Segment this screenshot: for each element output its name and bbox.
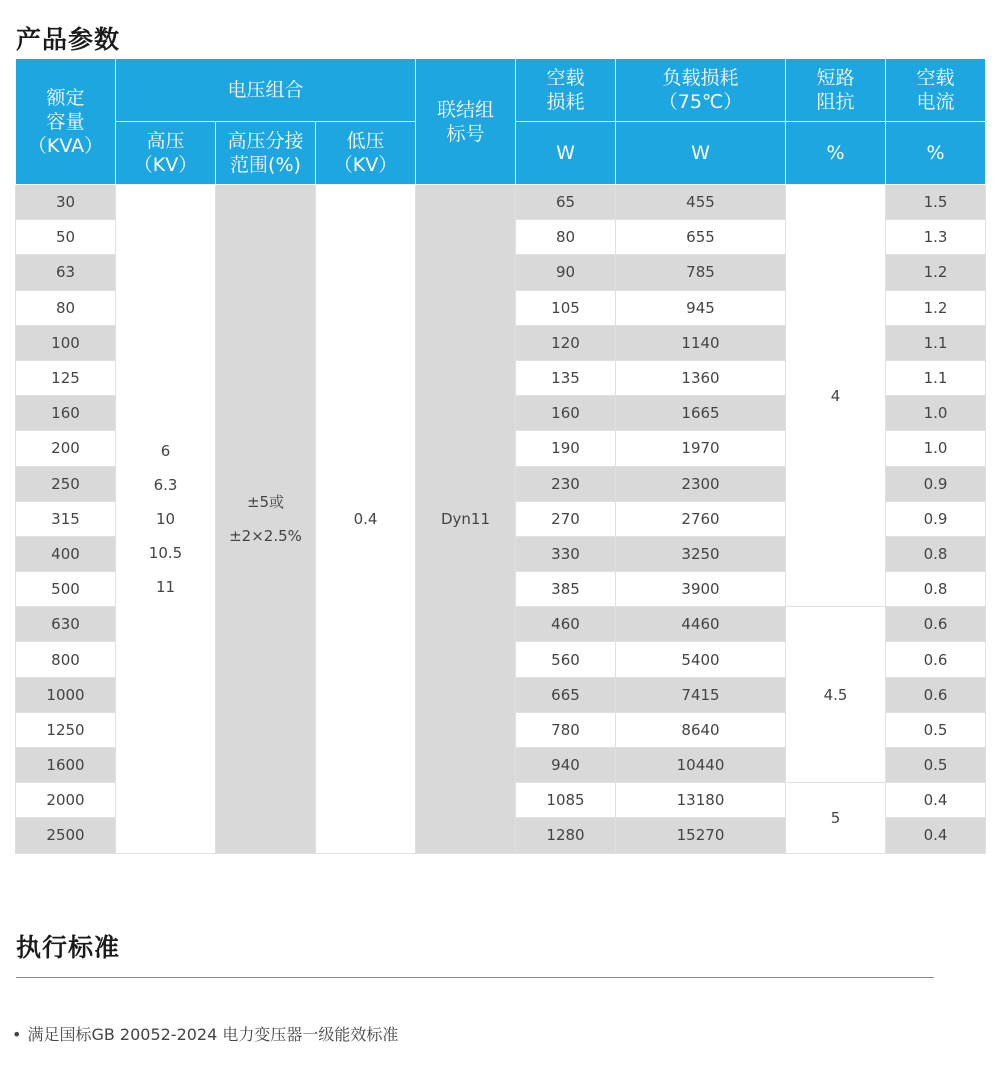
cell-noload-current: 1.5 bbox=[886, 185, 986, 220]
header-noload-loss-l1: 空载 bbox=[546, 67, 585, 89]
cell-load-loss: 15270 bbox=[616, 818, 786, 853]
cell-noload-loss: 1280 bbox=[516, 818, 616, 853]
cell-load-loss: 1360 bbox=[616, 360, 786, 395]
cell-noload-current: 0.4 bbox=[886, 783, 986, 818]
cell-noload-loss: 90 bbox=[516, 255, 616, 290]
header-noload-current bbox=[886, 59, 986, 122]
hv-value: 10 bbox=[155, 509, 176, 528]
header-hv-l2: （KV） bbox=[133, 154, 198, 176]
header-capacity-l2: 容量 bbox=[46, 110, 85, 133]
cell-noload-current: 1.0 bbox=[886, 396, 986, 431]
unit-noload-current: % bbox=[886, 122, 986, 185]
header-voltage-group: 电压组合 bbox=[116, 59, 416, 122]
cell-capacity: 1600 bbox=[16, 748, 116, 783]
header-lv bbox=[316, 122, 416, 185]
cell-noload-current: 0.8 bbox=[886, 536, 986, 571]
cell-capacity: 2000 bbox=[16, 783, 116, 818]
cell-load-loss: 5400 bbox=[616, 642, 786, 677]
cell-capacity: 1000 bbox=[16, 677, 116, 712]
cell-impedance: 4.5 bbox=[786, 607, 886, 783]
cell-noload-current: 0.8 bbox=[886, 572, 986, 607]
header-hv bbox=[116, 122, 216, 185]
cell-noload-loss: 230 bbox=[516, 466, 616, 501]
header-noload-loss-l2: 损耗 bbox=[546, 91, 585, 113]
unit-load-loss: W bbox=[616, 122, 786, 185]
cell-noload-loss: 665 bbox=[516, 677, 616, 712]
hv-value: 6.3 bbox=[153, 475, 178, 494]
hv-value: 11 bbox=[155, 577, 176, 596]
cell-noload-loss: 80 bbox=[516, 220, 616, 255]
cell-capacity: 315 bbox=[16, 501, 116, 536]
cell-load-loss: 13180 bbox=[616, 783, 786, 818]
header-capacity-l1: 额定 bbox=[46, 86, 85, 109]
cell-load-loss: 2760 bbox=[616, 501, 786, 536]
cell-noload-current: 0.6 bbox=[886, 607, 986, 642]
divider-line bbox=[16, 977, 934, 978]
cell-capacity: 500 bbox=[16, 572, 116, 607]
unit-noload-loss: W bbox=[516, 122, 616, 185]
spec-table bbox=[15, 58, 986, 854]
cell-capacity: 100 bbox=[16, 325, 116, 360]
cell-capacity: 200 bbox=[16, 431, 116, 466]
cell-load-loss: 4460 bbox=[616, 607, 786, 642]
cell-capacity: 1250 bbox=[16, 712, 116, 747]
standard-item bbox=[12, 1022, 398, 1045]
header-tap-l2: 范围(%) bbox=[230, 154, 301, 176]
standard-text: 满足国标GB 20052-2024 电力变压器一级能效标准 bbox=[27, 1025, 399, 1044]
cell-load-loss: 1665 bbox=[616, 396, 786, 431]
cell-capacity: 30 bbox=[16, 185, 116, 220]
cell-noload-loss: 330 bbox=[516, 536, 616, 571]
header-tap bbox=[216, 122, 316, 185]
cell-noload-current: 1.1 bbox=[886, 325, 986, 360]
header-lv-l2: （KV） bbox=[333, 154, 398, 176]
header-hv-l1: 高压 bbox=[146, 130, 185, 152]
header-load-loss bbox=[616, 59, 786, 122]
bullet-icon: • bbox=[12, 1025, 22, 1044]
cell-noload-loss: 460 bbox=[516, 607, 616, 642]
cell-noload-loss: 65 bbox=[516, 185, 616, 220]
cell-noload-loss: 105 bbox=[516, 290, 616, 325]
cell-load-loss: 10440 bbox=[616, 748, 786, 783]
cell-noload-loss: 120 bbox=[516, 325, 616, 360]
header-impedance-l2: 阻抗 bbox=[816, 91, 855, 113]
section-title-params: 产品参数 bbox=[16, 25, 121, 54]
cell-noload-current: 1.0 bbox=[886, 431, 986, 466]
cell-load-loss: 7415 bbox=[616, 677, 786, 712]
header-load-loss-l2: （75℃） bbox=[658, 91, 743, 113]
cell-capacity: 800 bbox=[16, 642, 116, 677]
cell-capacity: 400 bbox=[16, 536, 116, 571]
cell-load-loss: 1140 bbox=[616, 325, 786, 360]
cell-load-loss: 1970 bbox=[616, 431, 786, 466]
cell-noload-current: 0.5 bbox=[886, 748, 986, 783]
section-title-standard: 执行标准 bbox=[16, 933, 121, 962]
header-noload-loss bbox=[516, 59, 616, 122]
cell-load-loss: 455 bbox=[616, 185, 786, 220]
header-noload-current-l2: 电流 bbox=[916, 91, 955, 113]
cell-noload-loss: 780 bbox=[516, 712, 616, 747]
cell-capacity: 250 bbox=[16, 466, 116, 501]
cell-noload-loss: 385 bbox=[516, 572, 616, 607]
cell-noload-loss: 270 bbox=[516, 501, 616, 536]
hv-value: 10.5 bbox=[148, 543, 183, 562]
cell-capacity: 630 bbox=[16, 607, 116, 642]
header-impedance bbox=[786, 59, 886, 122]
cell-noload-current: 1.3 bbox=[886, 220, 986, 255]
tap-value: ±5或 bbox=[246, 492, 285, 511]
cell-impedance: 5 bbox=[786, 783, 886, 853]
cell-lv-value: 0.4 bbox=[316, 185, 416, 854]
cell-noload-current: 0.4 bbox=[886, 818, 986, 853]
cell-noload-loss: 135 bbox=[516, 360, 616, 395]
cell-noload-loss: 160 bbox=[516, 396, 616, 431]
cell-noload-current: 0.5 bbox=[886, 712, 986, 747]
tap-value: ±2×2.5% bbox=[229, 526, 302, 545]
header-connection bbox=[416, 59, 516, 185]
cell-noload-current: 0.9 bbox=[886, 466, 986, 501]
cell-capacity: 125 bbox=[16, 360, 116, 395]
cell-connection: Dyn11 bbox=[416, 185, 516, 854]
cell-capacity: 2500 bbox=[16, 818, 116, 853]
cell-noload-current: 0.6 bbox=[886, 642, 986, 677]
header-capacity-l3: （KVA） bbox=[27, 134, 104, 157]
cell-noload-loss: 940 bbox=[516, 748, 616, 783]
cell-load-loss: 785 bbox=[616, 255, 786, 290]
cell-noload-current: 1.2 bbox=[886, 255, 986, 290]
header-capacity bbox=[16, 59, 116, 185]
header-connection-l1: 联结组 bbox=[436, 98, 494, 121]
unit-impedance: % bbox=[786, 122, 886, 185]
cell-capacity: 80 bbox=[16, 290, 116, 325]
hv-value: 6 bbox=[160, 441, 171, 460]
cell-load-loss: 8640 bbox=[616, 712, 786, 747]
cell-load-loss: 945 bbox=[616, 290, 786, 325]
cell-noload-current: 0.6 bbox=[886, 677, 986, 712]
cell-noload-loss: 560 bbox=[516, 642, 616, 677]
cell-capacity: 63 bbox=[16, 255, 116, 290]
cell-noload-loss: 1085 bbox=[516, 783, 616, 818]
cell-impedance: 4 bbox=[786, 185, 886, 607]
cell-noload-current: 0.9 bbox=[886, 501, 986, 536]
spec-table-body bbox=[16, 185, 986, 854]
cell-load-loss: 2300 bbox=[616, 466, 786, 501]
header-tap-l1: 高压分接 bbox=[227, 130, 304, 152]
cell-hv-values bbox=[116, 185, 216, 854]
table-row bbox=[16, 185, 986, 220]
header-noload-current-l1: 空载 bbox=[916, 67, 955, 89]
header-load-loss-l1: 负载损耗 bbox=[662, 67, 739, 89]
cell-tap-values bbox=[216, 185, 316, 854]
cell-load-loss: 3250 bbox=[616, 536, 786, 571]
cell-noload-current: 1.2 bbox=[886, 290, 986, 325]
cell-load-loss: 655 bbox=[616, 220, 786, 255]
cell-load-loss: 3900 bbox=[616, 572, 786, 607]
cell-noload-current: 1.1 bbox=[886, 360, 986, 395]
header-lv-l1: 低压 bbox=[346, 130, 385, 152]
cell-noload-loss: 190 bbox=[516, 431, 616, 466]
header-impedance-l1: 短路 bbox=[816, 67, 855, 89]
cell-capacity: 50 bbox=[16, 220, 116, 255]
cell-capacity: 160 bbox=[16, 396, 116, 431]
header-connection-l2: 标号 bbox=[446, 122, 485, 145]
